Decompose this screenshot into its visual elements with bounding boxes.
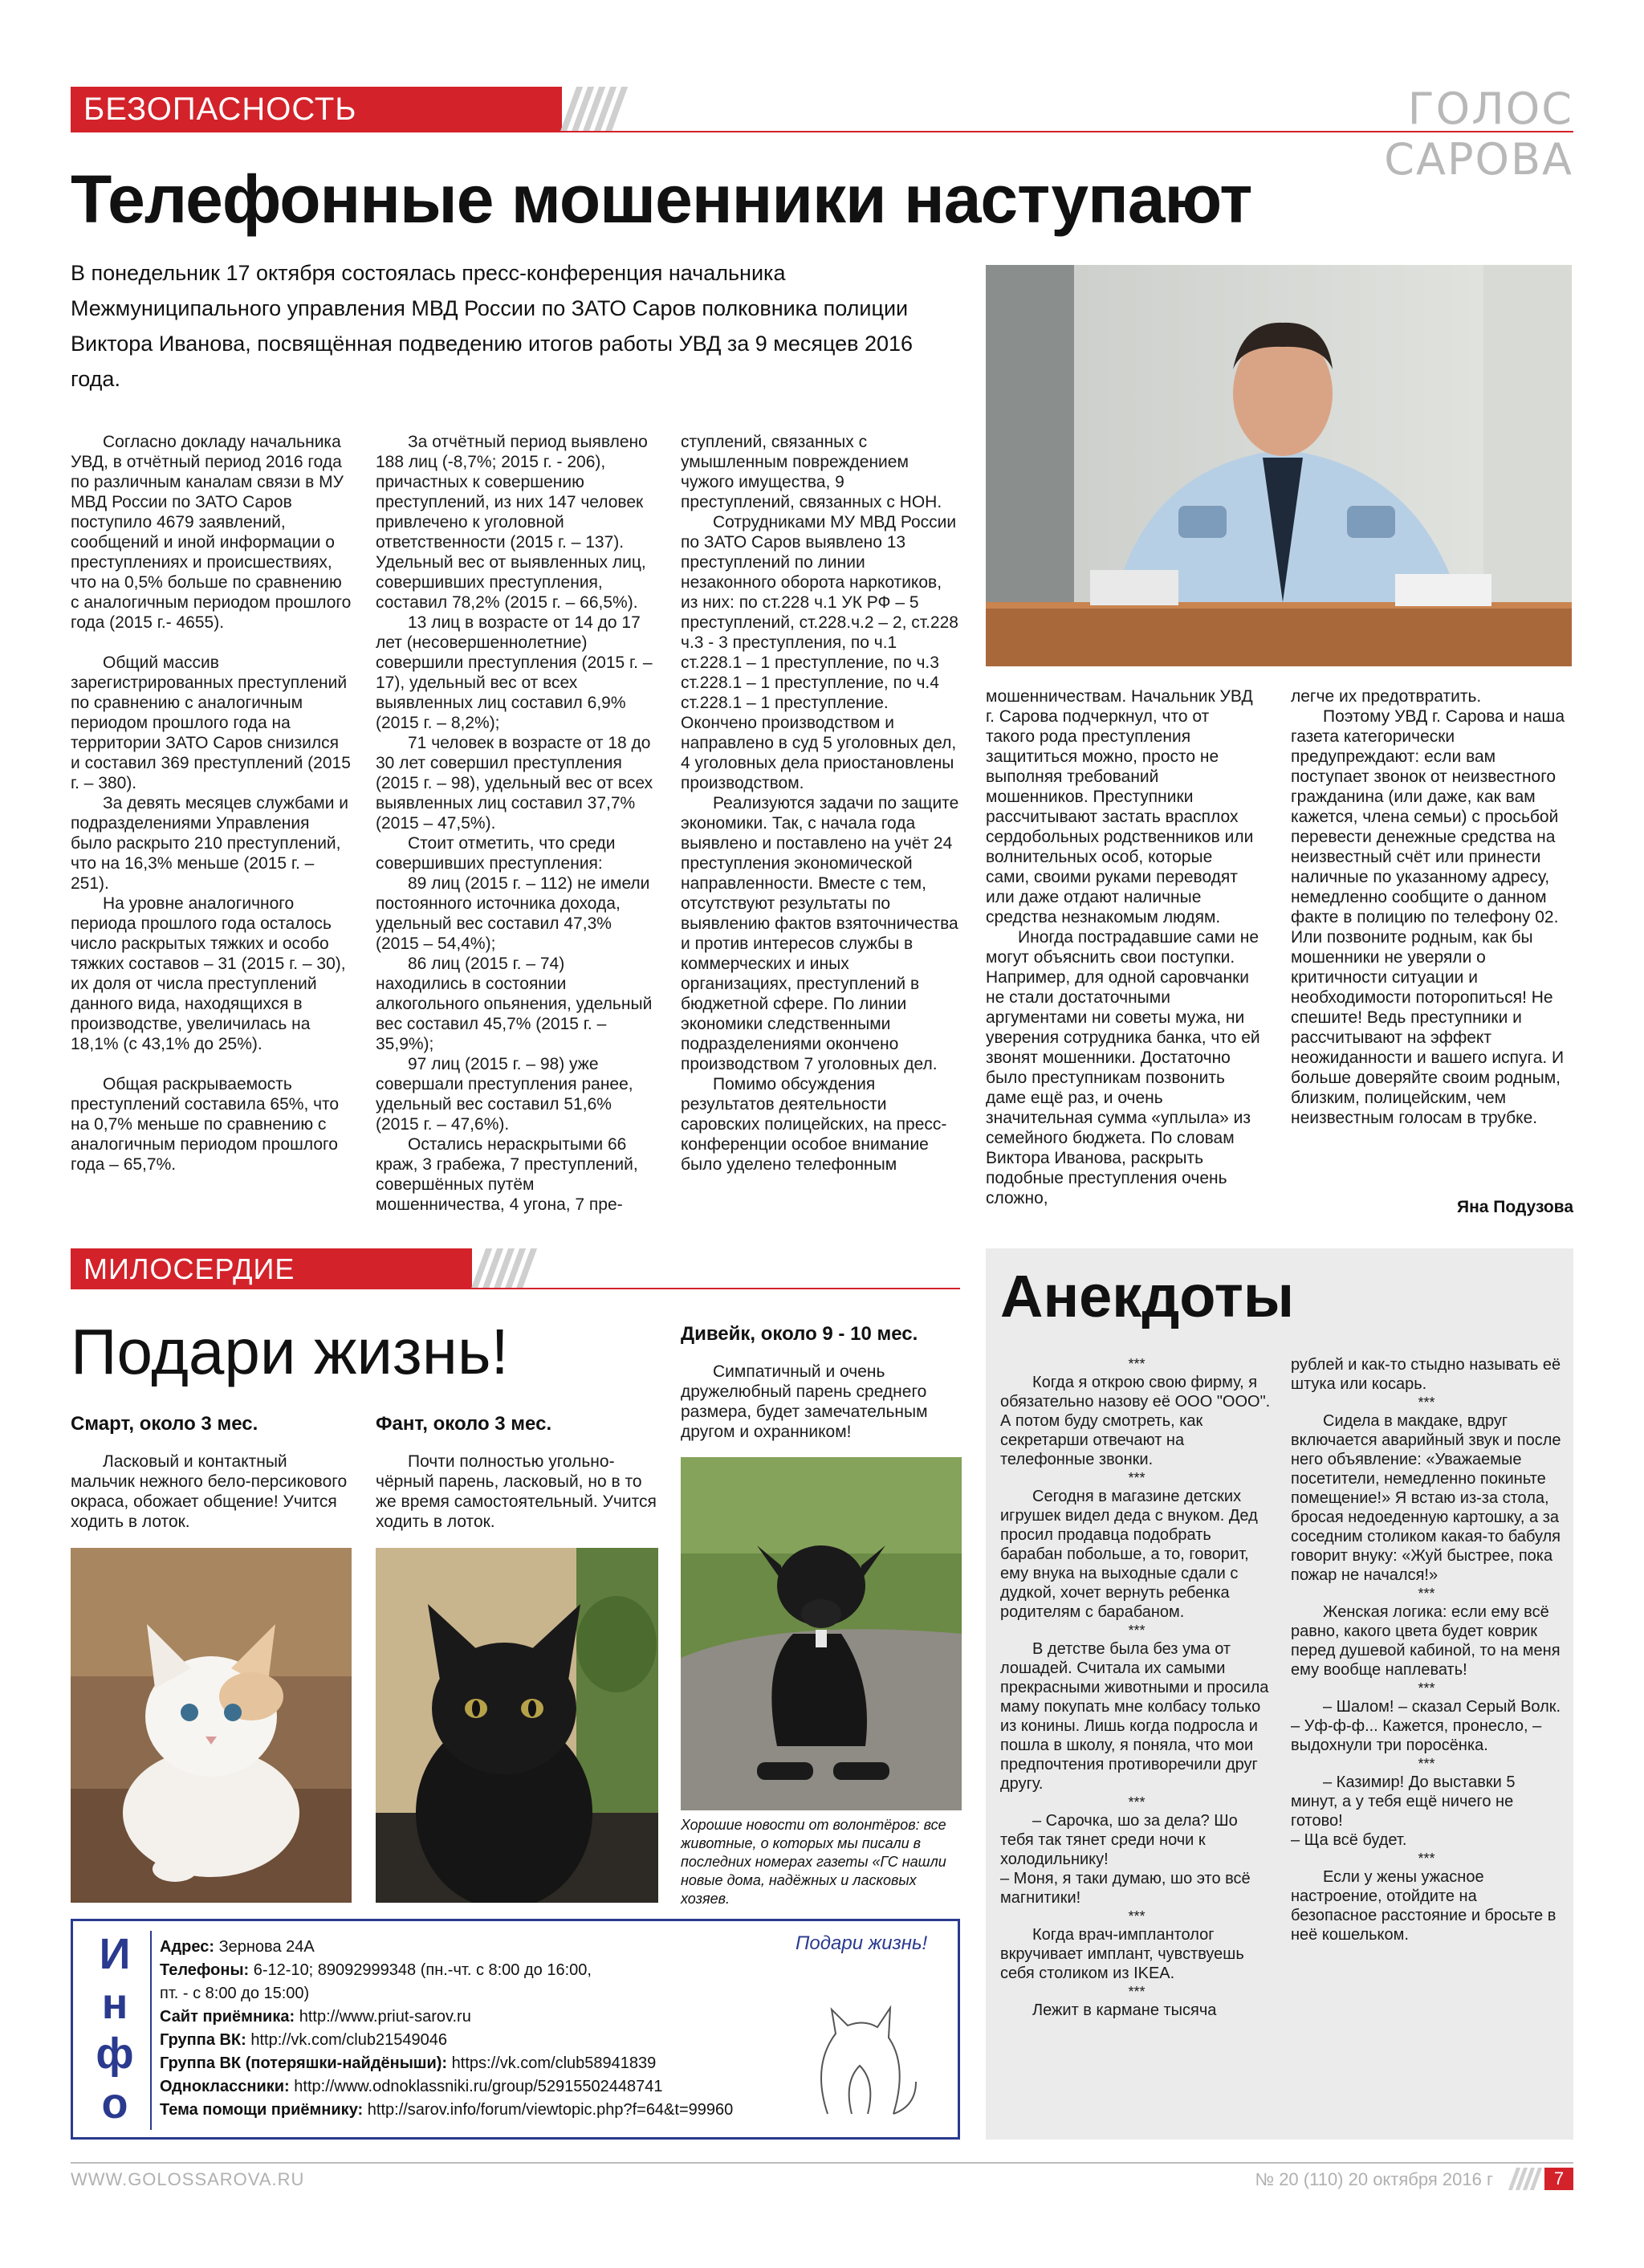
pet-name: Смарт, около 3 мес. (71, 1413, 258, 1435)
paragraph: 13 лиц в возрасте от 14 до 17 лет (несовершеннолетние) совершили преступления (2015 г. – 17), удельный вес от всех выявленных лиц составил 6,9% (2015 г. – 8,2%); (376, 613, 653, 732)
info-label: Адрес: (160, 1938, 214, 1956)
paragraph: Сотрудниками МУ МВД России по ЗАТО Саров выявлено 13 преступлений по линии незаконного оборота наркотиков, из них: по ст.228 ч.1 УК РФ – 5 преступлений, ст.228.ч.2 – 2, ст.228 ч.3 - 3 преступления, по ч.1 ст.228.1 – 1 преступление, по ч.3 ст.228.1 – 1 преступление, по ч.4 ст.228.1 – 1 преступление. Окончено производством и направлено в суд 5 уголовных дел, 4 уголовных дела приостановлены производством. (681, 513, 958, 792)
joke-separator: *** (1418, 1680, 1435, 1696)
pet-photo-fant (376, 1548, 658, 1903)
pets-caption: Хорошие новости от волонтёров: все животные, о которых мы писали в последних номерах газеты «ГС нашли новые дома, надёжных и ласковых хозяев. (681, 1817, 946, 1907)
footer-rule (71, 2162, 1573, 2164)
joke: В детстве была без ума от лошадей. Считала их самыми прекрасными животными и просила маму покупать мне колбасу только из конины. Лишь когда подросла и пошла в школу, я поняла, что мои предпочтения противоречили друг другу. (1000, 1640, 1269, 1793)
info-vertical-word (91, 1929, 139, 2128)
article-column-4 (986, 686, 1260, 1208)
paragraph: Поэтому УВД г. Сарова и наша газета категорически предупреждают: если вам поступает звонок от неизвестного гражданина (или даже, как вам кажется, члена семьи) с просьбой перевести денежные средства на неизвестный счёт или принести наличные по указанному адресу, немедленно сообщите о данном факте в полицию по телефону 02. Или позвоните родным, как бы мошенники не уверяли о критичности ситуации и необходимости поторопиться! Не спешите! Ведь преступники и рассчитывают на эффект неожиданности и вашего испуга. И больше доверяйте своим родным, близким, полицейским, чем неизвестным голосам в трубке. (1291, 707, 1565, 1127)
jokes-title: Анекдоты (1000, 1263, 1295, 1329)
section-header-bar (71, 1248, 472, 1289)
article-lead: В понедельник 17 октября состоялась пресс-конференция начальника Межмуниципального управления МВД России по ЗАТО Саров полковника полиции Виктора Иванова, посвящённая подведению итогов работы УВД за 9 месяцев 2016 года. (71, 261, 914, 391)
article-column-3 (681, 432, 962, 1175)
pet-description (376, 1452, 658, 1532)
joke-separator: *** (1418, 1756, 1435, 1772)
jokes-column-right (1291, 1355, 1562, 1944)
dog-black-art (681, 1457, 962, 1810)
joke: рублей и как-то стыдно называть её штука или косарь. (1291, 1356, 1561, 1393)
joke: – Шалом! – сказал Серый Волк. – Уф-ф-ф... Кажется, пронесло, – выдохнули три поросёнка. (1291, 1698, 1561, 1754)
article-author: Яна Подузова (1457, 1198, 1573, 1216)
info-box (71, 1919, 960, 2140)
pet-photo-smart (71, 1548, 352, 1903)
officer-photo-art (986, 265, 1572, 666)
info-label: Группа ВК: (160, 2031, 246, 2049)
info-letter: н (101, 1980, 128, 2028)
paragraph: 97 лиц (2015 г. – 98) уже совершали преступления ранее, удельный вес составил 51,6% (2015 г. – 47,6%). (376, 1055, 633, 1134)
joke-separator: *** (1418, 1851, 1435, 1867)
paragraph: За девять месяцев службами и подразделениями Управления было раскрыто 210 преступлений, что на 16,3% меньше (2015 г. – 251). (71, 794, 348, 893)
joke-separator: *** (1418, 1395, 1435, 1411)
section-label: БЕЗОПАСНОСТЬ (83, 92, 357, 127)
info-value: 6-12-10; 89092999348 (пн.-чт. с 8:00 до 16:00, (253, 1961, 592, 1979)
joke: Сегодня в магазине детских игрушек видел деда с внуком. Дед просил продавца подобрать барабан побольше, а то, говорит, ему внука на выходные сдали с дудкой, хочет вернуть ребенка родителям с барабаном. (1000, 1488, 1258, 1621)
info-value: Зернова 24А (218, 1938, 315, 1956)
info-row (160, 2052, 802, 2075)
forum-link[interactable]: http://sarov.info/forum/viewtopic.php?f=64&t=99960 (367, 2101, 734, 2119)
paragraph: Стоит отметить, что среди совершивших преступления: (376, 834, 616, 873)
jokes-column-left (1000, 1355, 1273, 2020)
footer-site[interactable]: WWW.GOLOSSAROVA.RU (71, 2169, 305, 2189)
info-label: Одноклассники: (160, 2078, 290, 2095)
joke-separator: *** (1128, 1470, 1146, 1486)
paragraph: Иногда пострадавшие сами не могут объяснить свои поступки. Например, для одной саровчанки не стали достаточными аргументами ни советы мужа, ни уверения сотрудника банка, что ей звонят мошенники. Достаточно было преступникам позвонить даме ещё раз, и очень значительная сумма «уплыла» из семейного бюджета. По словам Виктора Иванова, раскрыть подобные преступления очень сложно, (986, 928, 1260, 1207)
header-stripes (472, 1248, 536, 1289)
kitten-black-art (376, 1548, 658, 1903)
mercy-title: Подари жизнь! (71, 1316, 509, 1387)
cat-dog-outline-icon (804, 1969, 924, 2122)
paragraph: Общий массив зарегистрированных преступлений по сравнению с аналогичным периодом прошлого года на территории ЗАТО Саров снизился и составил 369 преступлений (2015 г. – 380). (71, 654, 351, 792)
masthead: ГОЛОС САРОВА (1384, 83, 1573, 185)
section-header-bar (71, 87, 562, 132)
info-row (160, 1936, 802, 1959)
paragraph: Помимо обсуждения результатов деятельности саровских полицейских, на пресс-конференции особое внимание было уделено телефонным (681, 1075, 947, 1174)
footer-issue: № 20 (110) 20 октября 2016 г (1255, 2169, 1493, 2189)
page-number: 7 (1544, 2168, 1573, 2190)
article-column-5 (1291, 686, 1573, 1128)
joke: – Казимир! До выставки 5 минут, а у тебя ещё ничего не готово! – Ща всё будет. (1291, 1773, 1516, 1849)
info-divider (150, 1931, 152, 2130)
info-label: Телефоны: (160, 1961, 250, 1979)
info-tagline: Подари жизнь! (796, 1932, 928, 1954)
joke: Сидела в макдаке, вдруг включается аварийный звук и после него объявление: «Уважаемые посетители, немедленно покиньте помещение!» Я встаю из-за стола, бросая недоеденную картошку, а за соседним столиком какая-то бабуля говорит внуку: «Жуй быстрее, пока пожар не начался!» (1291, 1412, 1561, 1584)
header-stripes (562, 87, 626, 132)
info-row (160, 1982, 802, 2005)
paragraph: За отчётный период выявлено 188 лиц (-8,7%; 2015 г. - 206), причастных к совершению преступлений, из них 147 человек привлечено к уголовной ответственности (2015 г. – 137). Удельный вес от выявленных лиц, совершивших преступления, составил 78,2% (2015 г. – 66,5%). (376, 433, 648, 612)
pet-photo-diveyk (681, 1457, 962, 1810)
joke-separator: *** (1418, 1586, 1435, 1602)
section-label: МИЛОСЕРДИЕ (83, 1252, 295, 1285)
pet-description (71, 1452, 352, 1532)
paragraph: Остались нераскрытыми 66 краж, 3 грабежа, 7 преступлений, совершённых путём мошенничества, 4 угона, 7 пре- (376, 1135, 638, 1214)
joke: Когда врач-имплантолог вкручивает имплант, чувствуешь себя столиком из IKEA. (1000, 1926, 1244, 1982)
joke-separator: *** (1128, 1984, 1146, 2000)
joke: Когда я открою свою фирму, я обязательно назову её ООО "ООО". А потом буду смотреть, как секретарши отвечают на телефонные звонки. (1000, 1374, 1271, 1468)
paragraph: 71 человек в возрасте от 18 до 30 лет совершил преступления (2015 г. – 98), удельный вес от всех выявленных лиц составил 37,7% (2015 – 47,5%). (376, 734, 653, 833)
pet-description (681, 1362, 962, 1442)
vk-lost-group-link[interactable]: https://vk.com/club58941839 (451, 2054, 657, 2072)
info-label: Тема помощи приёмнику: (160, 2101, 364, 2119)
info-label: Группа ВК (потеряшки-найдёныши): (160, 2054, 448, 2072)
paragraph: 89 лиц (2015 г. – 112) не имели постоянного источника дохода, удельный вес составил 47,3% (2015 – 54,4%); (376, 874, 650, 953)
paragraph: Реализуются задачи по защите экономики. Так, с начала года выявлено и поставлено на учёт 24 преступления экономической направленности. Вместе с тем, отсутствуют результаты по выявлению фактов взяточничества и против интересов службы в коммерческих и иных организациях, преступлений в бюджетной сфере. По линии экономики следственными подразделениями окончено производством 7 уголовных дел. (681, 794, 959, 1073)
paragraph: Согласно докладу начальника УВД, в отчётный период 2016 года по различным каналам связи в МУ МВД России по ЗАТО Саров поступило 4679 заявлений, сообщений и иной информации о преступлениях и происшествиях, что на 0,5% больше по сравнению с аналогичным периодом прошлого года (2015 г.- 4655). (71, 433, 352, 632)
joke-separator: *** (1128, 1794, 1146, 1810)
paragraph: Ласковый и контактный мальчик нежного бело-персикового окраса, обожает общение! Учится ходить в лоток. (71, 1452, 348, 1531)
odnoklassniki-link[interactable]: http://www.odnoklassniki.ru/group/52915502448741 (294, 2078, 663, 2095)
website-link[interactable]: http://www.priut-sarov.ru (299, 2008, 471, 2026)
paragraph: ступлений, связанных с умышленным повреждением чужого имущества, 9 преступлений, связанных с НОН. (681, 433, 942, 511)
paragraph: Симпатичный и очень дружелюбный парень среднего размера, будет замечательным другом и охранником! (681, 1362, 928, 1441)
paragraph: 86 лиц (2015 г. – 74) находились в состоянии алкогольного опьянения, удельный вес составил 45,7% (2015 г. – 35,9%); (376, 955, 653, 1053)
info-row (160, 2075, 802, 2099)
article-column-1 (71, 432, 352, 1175)
paragraph: легче их предотвратить. (1291, 687, 1482, 706)
info-row (160, 2005, 802, 2029)
article-column-2 (376, 432, 658, 1215)
info-value: пт. - с 8:00 до 15:00) (160, 1985, 310, 2002)
paragraph: Почти полностью угольно-чёрный парень, ласковый, но в то же время самостоятельный. Учится ходить в лоток. (376, 1452, 657, 1531)
article-title: Телефонные мошенники наступают (71, 161, 1252, 237)
info-row (160, 1959, 802, 1982)
mercy-rule (71, 1288, 960, 1289)
footer-stripes (1509, 2168, 1541, 2190)
info-row (160, 2029, 802, 2052)
joke-separator: *** (1128, 1908, 1146, 1924)
joke: Лежит в кармане тысяча (1032, 2001, 1217, 2019)
info-letter: И (99, 1930, 131, 1978)
pet-name: Дивейк, около 9 - 10 мес. (681, 1323, 918, 1345)
pet-name: Фант, около 3 мес. (376, 1413, 552, 1435)
info-letter: о (101, 2079, 128, 2128)
paragraph: мошенничествам. Начальник УВД г. Сарова подчеркнул, что от такого рода преступления защититься можно, просто не выполняя требований мошенников. Преступники рассчитывают застать врасплох сердобольных родственников или волнительных особ, которые сами, своими руками переводят или даже отдают наличные средства незнакомым людям. (986, 687, 1254, 926)
info-rows (160, 1936, 802, 2122)
info-label: Сайт приёмника: (160, 2008, 295, 2026)
vk-group-link[interactable]: http://vk.com/club21549046 (250, 2031, 447, 2049)
joke: Если у жены ужасное настроение, отойдите на безопасное расстояние и бросьте в неё кошельком. (1291, 1868, 1557, 1944)
paragraph: На уровне аналогичного периода прошлого года осталось число раскрытых тяжких и особо тяжких составов – 31 (2015 г. – 30), их доля от числа преступлений данного вида, находящихся в производстве, увеличилась на 18,1% (с 43,1% до 25%). (71, 894, 346, 1053)
info-row (160, 2099, 802, 2122)
kitten-white-art (71, 1548, 352, 1903)
officer-photo (986, 265, 1572, 666)
info-letter: ф (96, 2030, 134, 2078)
joke-separator: *** (1128, 1623, 1146, 1639)
joke: – Сарочка, шо за дела? Шо тебя так тянет среди ночи к холодильнику! – Моня, я таки думаю, шо это всё магнитики! (1000, 1812, 1251, 1907)
joke: Женская логика: если ему всё равно, какого цвета будет коврик перед душевой кабиной, то на меня ему вообще наплевать! (1291, 1603, 1561, 1679)
paragraph: Общая раскрываемость преступлений составила 65%, что на 0,7% меньше по сравнению с аналогичным периодом прошлого года – 65,7%. (71, 1075, 340, 1174)
joke-separator: *** (1128, 1356, 1146, 1372)
